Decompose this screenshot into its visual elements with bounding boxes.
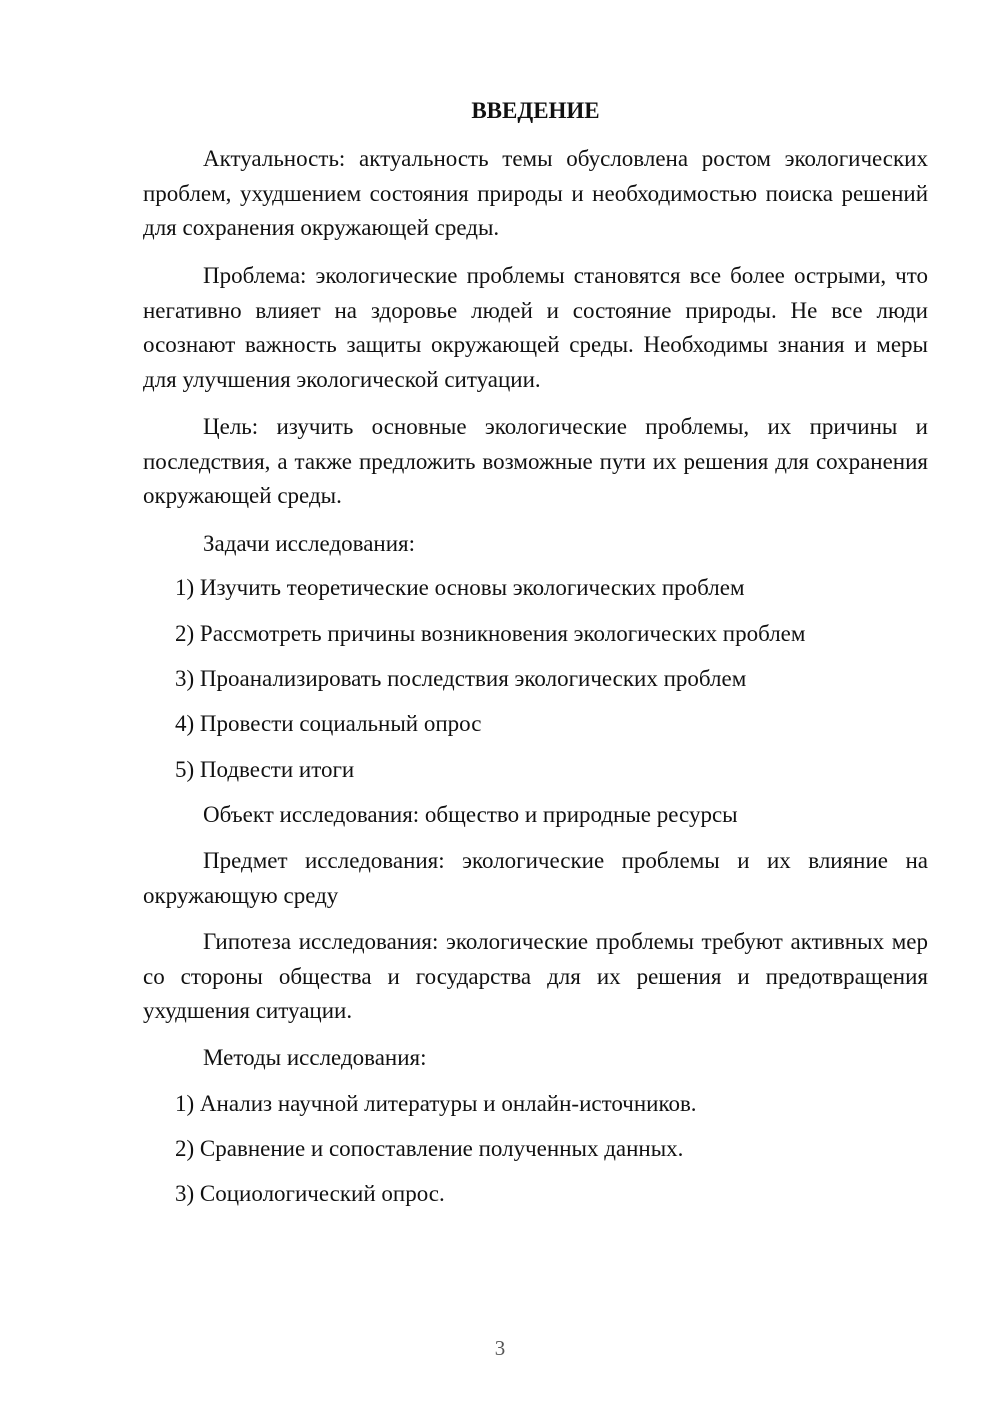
page-number: 3: [494, 1336, 506, 1360]
task-item: 5) Подвести итоги: [175, 757, 355, 782]
subject-paragraph: Предмет исследования: экологические проблемы и их влияние на окружающую среду: [143, 848, 928, 908]
task-item: 4) Провести социальный опрос: [175, 711, 482, 736]
page-heading: ВВЕДЕНИЕ: [471, 98, 600, 123]
methods-label: Методы исследования:: [203, 1045, 427, 1070]
method-item: 2) Сравнение и сопоставление полученных данных.: [175, 1136, 684, 1161]
task-item: 1) Изучить теоретические основы экологических проблем: [175, 575, 745, 600]
object-line: Объект исследования: общество и природные ресурсы: [203, 802, 738, 827]
task-item: 3) Проанализировать последствия экологических проблем: [175, 666, 747, 691]
goal-paragraph: Цель: изучить основные экологические проблемы, их причины и последствия, а также предложить возможные пути их решения для сохранения окружающей среды.: [143, 414, 928, 508]
hypothesis-paragraph: Гипотеза исследования: экологические проблемы требуют активных мер со стороны общества и государства для их решения и предотвращения ухудшения ситуации.: [143, 929, 928, 1023]
relevance-paragraph: Актуальность: актуальность темы обусловлена ростом экологических проблем, ухудшением состояния природы и необходимостью поиска решений для сохранения окружающей среды.: [143, 146, 928, 240]
method-item: 1) Анализ научной литературы и онлайн-источников.: [175, 1091, 697, 1116]
task-item: 2) Рассмотреть причины возникновения экологических проблем: [175, 621, 806, 646]
method-item: 3) Социологический опрос.: [175, 1181, 445, 1206]
tasks-label: Задачи исследования:: [203, 531, 416, 556]
problem-paragraph: Проблема: экологические проблемы становятся все более острыми, что негативно влияет на здоровье людей и состояние природы. Не все люди осознают важность защиты окружающей среды. Необходимы знания и меры для улучшения экологической ситуации.: [143, 263, 928, 392]
